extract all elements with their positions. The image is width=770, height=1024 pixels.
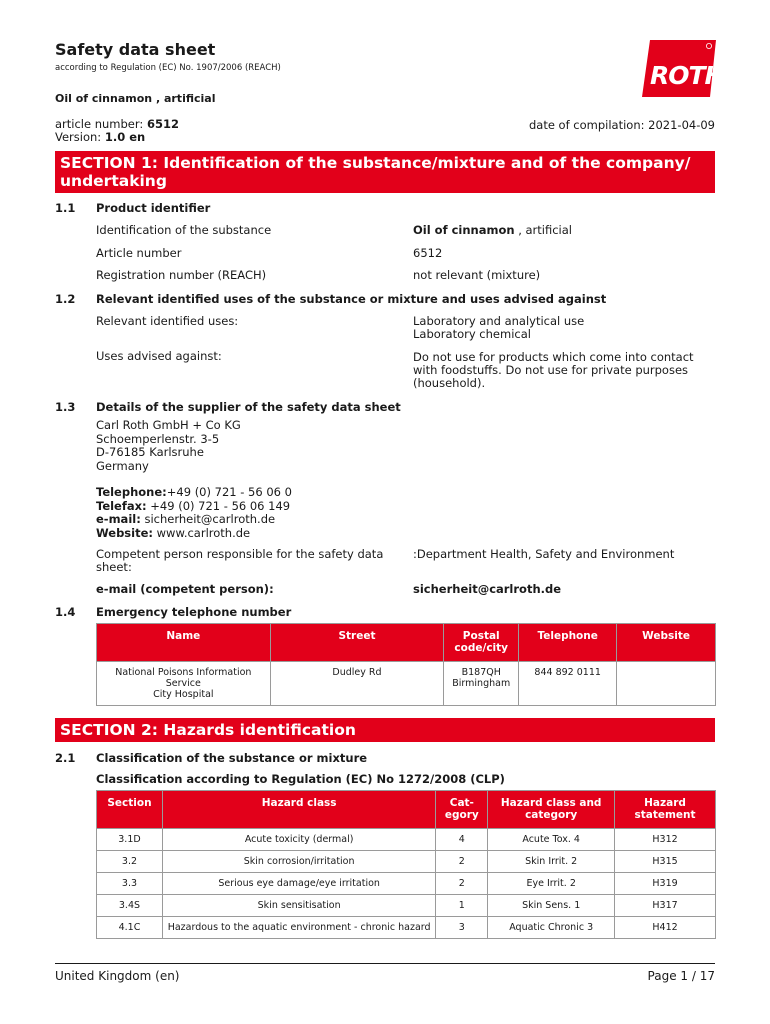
identified-uses-label: Relevant identified uses: — [96, 314, 239, 328]
table-cell: Skin Sens. 1 — [488, 895, 615, 917]
table-cell: Aquatic Chronic 3 — [488, 917, 615, 939]
column-header: Cat-egory — [436, 791, 488, 829]
competent-email-value[interactable]: sicherheit@carlroth.de — [413, 582, 562, 596]
registration-label: Registration number (REACH) — [96, 268, 267, 282]
subsection-number-2-1: 2.1 — [55, 751, 76, 765]
table-cell: 2 — [436, 851, 488, 873]
column-header: Telephone — [519, 624, 617, 662]
table-row — [97, 895, 716, 917]
article-number-value: 6512 — [146, 117, 179, 131]
clp-classification-table — [96, 790, 716, 939]
table-cell: 4 — [436, 829, 488, 851]
subsection-number-1-2: 1.2 — [55, 292, 76, 306]
supplier-email-link[interactable]: sicherheit@carlroth.de — [140, 512, 276, 526]
table-cell: H319 — [615, 873, 716, 895]
uses-advised-against-label: Uses advised against: — [96, 349, 222, 363]
column-header: Name — [97, 624, 271, 662]
table-header-row — [97, 624, 716, 662]
competent-email-label: e-mail (competent person): — [96, 582, 274, 596]
subsection-number-1-3: 1.3 — [55, 400, 76, 414]
table-cell: H312 — [615, 829, 716, 851]
logo-wordmark: ROTH — [650, 61, 725, 90]
table-header-row — [97, 791, 716, 829]
footer-locale: United Kingdom (en) — [55, 969, 180, 983]
registration-value: not relevant (mixture) — [413, 268, 541, 282]
subsection-heading-1-4: Emergency telephone number — [96, 605, 292, 619]
column-header: Hazard class and category — [488, 791, 615, 829]
table-cell: 3.4S — [97, 895, 163, 917]
section-1-header: SECTION 1: Identification of the substance/mixture and of the company/ undertaking — [55, 151, 715, 193]
supplier-address: Carl Roth GmbH + Co KG Schoemperlenstr. 3-5 D-76185 Karlsruhe Germany — [96, 418, 241, 473]
emergency-name-cell: National Poisons Information Service City Hospital — [97, 662, 271, 706]
table-row — [97, 829, 716, 851]
table-row — [97, 873, 716, 895]
table-cell: Eye Irrit. 2 — [488, 873, 615, 895]
table-cell: 3 — [436, 917, 488, 939]
table-cell: Acute Tox. 4 — [488, 829, 615, 851]
table-cell: 2 — [436, 873, 488, 895]
table-row — [97, 662, 716, 706]
table-row — [97, 851, 716, 873]
subsection-heading-2-1: Classification of the substance or mixture — [96, 751, 368, 765]
column-header: Section — [97, 791, 163, 829]
emergency-website-cell — [617, 662, 716, 706]
version-label: Version: — [55, 130, 102, 144]
table-cell: H317 — [615, 895, 716, 917]
article-number-label: article number: — [55, 117, 144, 131]
section-2-header: SECTION 2: Hazards identification — [55, 718, 715, 742]
table-cell: Acute toxicity (dermal) — [162, 829, 435, 851]
identified-uses-value: Laboratory and analytical use Laboratory chemical — [413, 314, 585, 341]
compilation-date: date of compilation: 2021-04-09 — [528, 118, 715, 132]
version-value: 1.0 en — [104, 130, 146, 144]
column-header: Hazard class — [162, 791, 435, 829]
subsection-heading-1-3: Details of the supplier of the safety data sheet — [96, 400, 401, 414]
subsection-number-1-4: 1.4 — [55, 605, 76, 619]
table-cell: Skin corrosion/irritation — [162, 851, 435, 873]
footer-divider — [55, 963, 715, 964]
subsection-number-1-1: 1.1 — [55, 201, 76, 215]
uses-advised-against-value: Do not use for products which come into contact with foodstuffs. Do not use for private purposes (household). — [413, 350, 694, 390]
table-cell: Skin Irrit. 2 — [488, 851, 615, 873]
table-cell: 4.1C — [97, 917, 163, 939]
article-number-row-value: 6512 — [413, 246, 443, 260]
article-number-row-label: Article number — [96, 246, 182, 260]
clp-classification-heading: Classification according to Regulation (EC) No 1272/2008 (CLP) — [96, 772, 505, 786]
emergency-postal-cell: B187QH Birmingham — [444, 662, 519, 706]
product-name: Oil of cinnamon , artificial — [55, 92, 216, 105]
column-header: Street — [270, 624, 444, 662]
subsection-heading-1-1: Product identifier — [96, 201, 211, 215]
subsection-heading-1-2: Relevant identified uses of the substance or mixture and uses advised against — [96, 292, 607, 306]
page-number: Page 1 / 17 — [647, 969, 715, 983]
table-cell: 1 — [436, 895, 488, 917]
column-header: Hazard statement — [615, 791, 716, 829]
emergency-contacts-table — [96, 623, 716, 706]
emergency-telephone-cell: 844 892 0111 — [519, 662, 617, 706]
competent-person-label: Competent person responsible for the safety data sheet: — [96, 547, 384, 574]
document-title: Safety data sheet — [55, 40, 216, 59]
competent-person-value: :Department Health, Safety and Environment — [413, 547, 675, 561]
document-subtitle: according to Regulation (EC) No. 1907/2006 (REACH) — [55, 63, 281, 73]
supplier-contacts: Telephone:+49 (0) 721 - 56 06 0 Telefax: +49 (0) 721 - 56 06 149 e-mail: sicherheit@carlroth.de Website: www.carlroth.de — [96, 485, 292, 540]
roth-logo — [642, 40, 725, 97]
table-cell: Hazardous to the aquatic environment - chronic hazard — [162, 917, 435, 939]
table-row — [97, 917, 716, 939]
emergency-street-cell: Dudley Rd — [270, 662, 444, 706]
table-cell: Serious eye damage/eye irritation — [162, 873, 435, 895]
supplier-website-link[interactable]: www.carlroth.de — [153, 525, 251, 540]
table-cell: Skin sensitisation — [162, 895, 435, 917]
column-header: Postal code/city — [444, 624, 519, 662]
identification-value: Oil of cinnamon , artificial — [413, 223, 572, 237]
identification-label: Identification of the substance — [96, 223, 272, 237]
table-cell: H315 — [615, 851, 716, 873]
article-version-block — [55, 118, 179, 144]
table-cell: 3.3 — [97, 873, 163, 895]
column-header: Website — [617, 624, 716, 662]
table-cell: 3.1D — [97, 829, 163, 851]
table-cell: H412 — [615, 917, 716, 939]
table-cell: 3.2 — [97, 851, 163, 873]
